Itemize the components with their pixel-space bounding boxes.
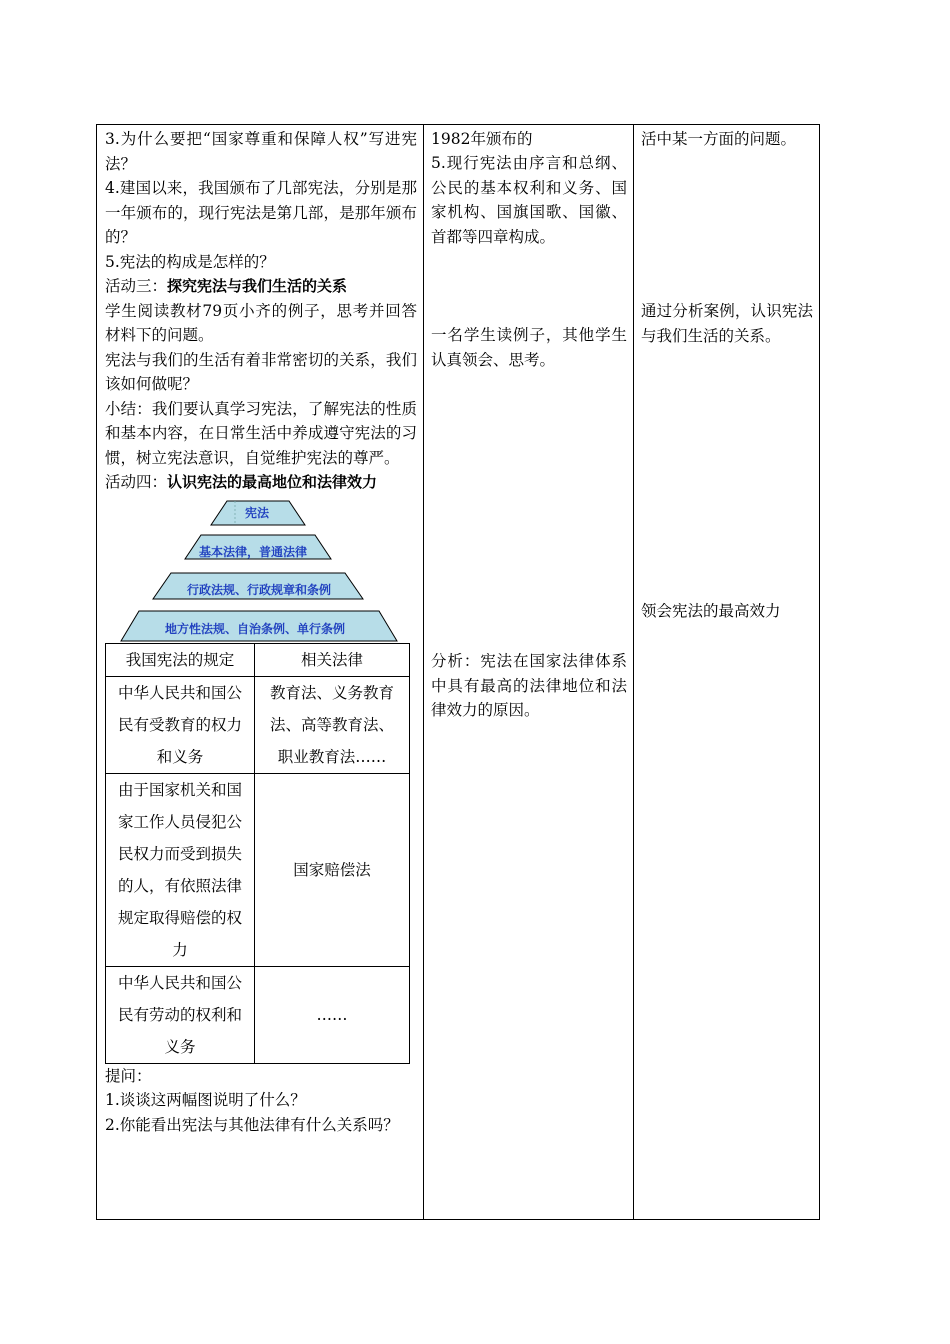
relation-question: 宪法与我们的生活有着非常密切的关系，我们该如何做呢？ [105, 350, 417, 393]
table-cell: 教育法、义务教育法、高等教育法、职业教育法…… [255, 676, 410, 773]
law-pyramid-graphic [105, 495, 417, 643]
question-3: 3.为什么要把“国家尊重和保障人权”写进宪法？ [105, 130, 417, 173]
table-header: 我国宪法的规定 [106, 643, 255, 676]
activity-3-heading: 活动三：探究宪法与我们生活的关系 [105, 277, 348, 295]
pyramid-label-3: 行政法规、行政规章和条例 [186, 582, 332, 597]
table-cell: …… [255, 966, 410, 1063]
question-label: 提问： [105, 1066, 152, 1085]
reading-task: 学生阅读教材79页小齐的例子，思考并回答材料下的问题。 [105, 301, 417, 344]
year-text: 1982年颁布的 [431, 130, 533, 148]
table-cell: 由于国家机关和国家工作人员侵犯公民权力而受到损失的人，有依照法律规定取得赔偿的权力 [106, 773, 255, 966]
pyramid-label-2: 基本法律，普通法律 [198, 544, 308, 559]
teacher-activity-column [105, 127, 417, 1137]
ask-question-2: 2.你能看出宪法与其他法律有什么关系吗？ [105, 1115, 399, 1134]
structure-answer: 5.现行宪法由序言和总纲、公民的基本权利和义务、国家机构、国旗国歌、国徽、首都等四章构成。 [431, 154, 627, 246]
intent-effect-text: 领会宪法的最高效力 [641, 602, 781, 620]
pyramid-label-4: 地方性法规、自治条例、单行条例 [164, 621, 346, 636]
table-row [106, 676, 410, 773]
activity-4-heading: 活动四：认识宪法的最高地位和法律效力 [105, 473, 378, 491]
law-pyramid [105, 495, 417, 643]
pyramid-label-1: 宪法 [244, 505, 270, 520]
constitution-law-table [105, 643, 410, 1064]
question-4: 4.建国以来，我国颁布了几部宪法，分别是那一年颁布的，现行宪法是第几部，是那年颁布的？ [105, 179, 417, 246]
table-cell: 国家赔偿法 [255, 773, 410, 966]
table-header: 相关法律 [255, 643, 410, 676]
table-header-row [106, 643, 410, 676]
lesson-table [96, 124, 820, 1220]
ask-question-1: 1.谈谈这两幅图说明了什么？ [105, 1091, 306, 1109]
summary: 小结：我们要认真学习宪法，了解宪法的性质和基本内容，在日常生活中养成遵守宪法的习惯，树立宪法意识，自觉维护宪法的尊严。 [105, 399, 417, 467]
column-divider-1 [423, 125, 424, 1219]
column-divider-2 [633, 125, 634, 1219]
intent-top-text: 活中某一方面的问题。 [641, 130, 797, 148]
table-cell: 中华人民共和国公民有劳动的权利和义务 [106, 966, 255, 1063]
intent-case-text: 通过分析案例，认识宪法与我们生活的关系。 [641, 302, 813, 345]
question-5: 5.宪法的构成是怎样的？ [105, 252, 275, 271]
table-cell: 中华人民共和国公民有受教育的权力和义务 [106, 676, 255, 773]
table-row [106, 966, 410, 1063]
analysis-text: 分析：宪法在国家法律体系中具有最高的法律地位和法律效力的原因。 [431, 652, 627, 719]
table-row [106, 773, 410, 966]
read-example-text: 一名学生读例子，其他学生认真领会、思考。 [431, 326, 627, 369]
